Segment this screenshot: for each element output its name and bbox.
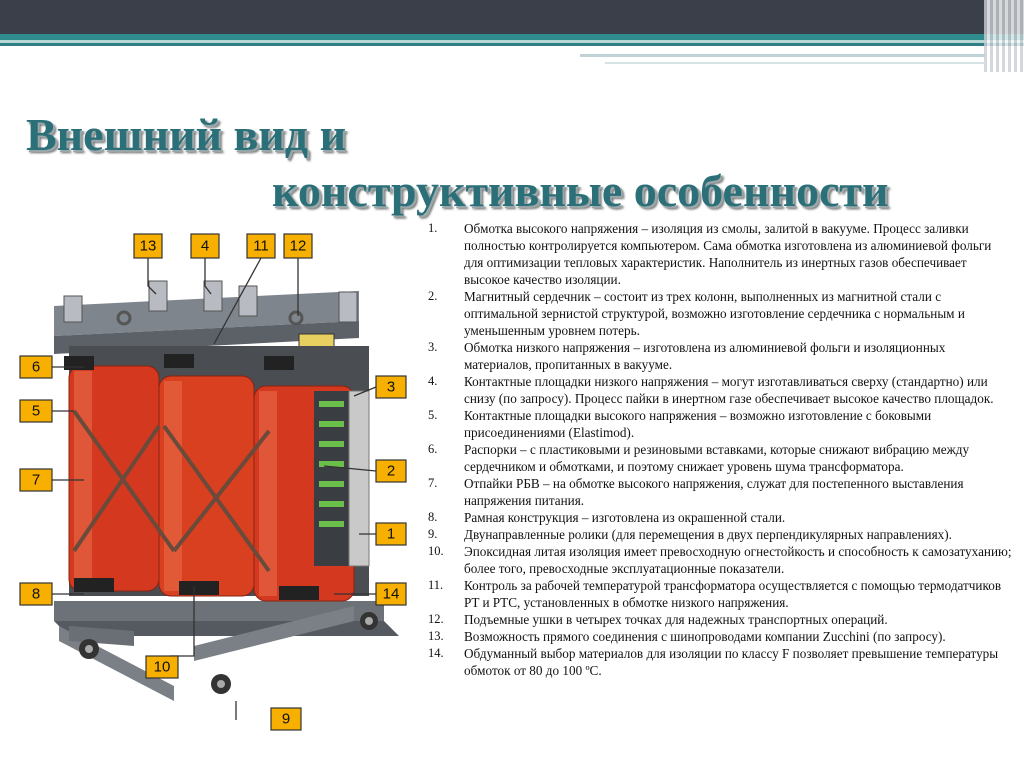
item-number: 5. — [428, 408, 438, 422]
item-number: 7. — [428, 476, 438, 490]
item-text: Контактные площадки низкого напряжения – могут изготавливаться сверху (стандартно) или снизу (по запросу). Процесс пайки в инертном газе обеспечивает высокое качество площадок. — [464, 374, 994, 406]
list-item — [428, 577, 1012, 611]
item-number: 9. — [428, 527, 438, 541]
header-stripe-dark — [0, 43, 1024, 46]
list-item — [428, 475, 1012, 509]
item-text: Рамная конструкция – изготовлена из окрашенной стали. — [464, 510, 786, 525]
callout-11-label: 11 — [253, 237, 269, 255]
item-text: Магнитный сердечник – состоит из трех колонн, выполненных из магнитной стали с оптимальной зернистой структурой, возможно изготовление сердечника с нормальным и уменьшенным уровнем потерь. — [464, 289, 965, 338]
item-number: 6. — [428, 442, 438, 456]
callout-7 — [20, 469, 52, 491]
callout-2 — [376, 460, 406, 482]
callout-14 — [376, 583, 406, 605]
callout-14-label: 14 — [382, 585, 400, 603]
list-item — [428, 526, 1012, 543]
item-text: Обмотка высокого напряжения – изоляция из смолы, залитой в вакууме. Процесс заливки полностью контролируется компьютером. Сама обмотка изготовлена из алюминиевой фольги для оптимизации тепловых характеристик. Наполнитель из инертных газов обеспечивает высокое качество изоляции. — [464, 221, 992, 287]
corner-decoration — [984, 0, 1024, 72]
callout-3-label: 3 — [386, 378, 396, 396]
item-number: 12. — [428, 612, 444, 626]
item-text: Двунаправленные ролики (для перемещения в двух перпендикулярных направлениях). — [464, 527, 952, 542]
list-item — [428, 543, 1012, 577]
callout-3 — [376, 376, 406, 398]
item-number: 13. — [428, 629, 444, 643]
list-item — [428, 220, 1012, 288]
slide-title-line1: Внешний вид и — [26, 109, 347, 160]
item-number: 3. — [428, 340, 438, 354]
callout-6-label: 6 — [31, 358, 41, 376]
item-text: Эпоксидная литая изоляция имеет превосходную огнестойкость и способность к самозатуханию; более того, превосходные эксплуатационные показатели. — [464, 544, 1012, 576]
item-text: Обмотка низкого напряжения – изготовлена из алюминиевой фольги и изоляционных материалов, пропитанных в вакууме. — [464, 340, 946, 372]
callout-4-label: 4 — [200, 237, 210, 255]
list-item — [428, 441, 1012, 475]
item-number: 8. — [428, 510, 438, 524]
callout-12 — [284, 234, 312, 258]
callout-9 — [271, 708, 301, 730]
list-item — [428, 645, 1012, 679]
item-text: Контактные площадки высокого напряжения – возможно изготовление с боковыми присоединениями (Elastimod). — [464, 408, 932, 440]
item-text: Обдуманный выбор материалов для изоляции по классу F позволяет превышение температуры обмоток от 80 до 100 ºС. — [464, 646, 999, 678]
callout-7-label: 7 — [31, 471, 41, 489]
item-text: Контроль за рабочей температурой трансформатора осуществляется с помощью термодатчиков PT и PTC, установленных в обмотке низкого напряжения. — [464, 578, 1002, 610]
coils — [69, 366, 369, 601]
callout-8-label: 8 — [31, 585, 41, 603]
callout-8 — [20, 583, 52, 605]
list-item — [428, 407, 1012, 441]
item-text: Возможность прямого соединения с шинопроводами компании Zucchini (по запросу). — [464, 629, 946, 644]
callout-11 — [247, 234, 275, 258]
list-item — [428, 509, 1012, 526]
item-text: Распорки – с пластиковыми и резиновыми вставками, которые снижают вибрацию между сердечником и обмотками, и поэтому снижает уровень шума трансформатора. — [464, 442, 970, 474]
callout-1-label: 1 — [386, 525, 396, 543]
list-item — [428, 373, 1012, 407]
callout-4 — [191, 234, 219, 258]
decorative-line — [580, 54, 985, 57]
item-number: 2. — [428, 289, 438, 303]
item-number: 10. — [428, 544, 444, 558]
callout-13 — [134, 234, 162, 258]
callout-5-label: 5 — [31, 402, 41, 420]
decorative-line — [605, 62, 985, 64]
item-number: 11. — [428, 578, 444, 592]
item-text: Подъемные ушки в четырех точках для надежных транспортных операций. — [464, 612, 888, 627]
callout-13-label: 13 — [139, 237, 157, 255]
callout-9-label: 9 — [281, 710, 291, 728]
callout-1 — [376, 523, 406, 545]
callout-10 — [146, 656, 178, 678]
item-text: Отпайки РБВ – на обмотке высокого напряжения, служат для постепенного выставления напряжения питания. — [464, 476, 964, 508]
callout-2-label: 2 — [386, 462, 396, 480]
item-number: 14. — [428, 646, 444, 660]
callout-12-label: 12 — [289, 237, 307, 255]
item-number: 1. — [428, 221, 438, 235]
features-list — [428, 220, 1012, 679]
callout-5 — [20, 400, 52, 422]
callout-6 — [20, 356, 52, 378]
header-bar — [0, 0, 1024, 34]
transformer-illustration — [14, 226, 424, 746]
list-item — [428, 628, 1012, 645]
callout-10-label: 10 — [153, 658, 171, 676]
list-item — [428, 611, 1012, 628]
list-item — [428, 288, 1012, 339]
item-number: 4. — [428, 374, 438, 388]
slide-title-line2: конструктивные особенности — [272, 165, 889, 216]
list-item — [428, 339, 1012, 373]
